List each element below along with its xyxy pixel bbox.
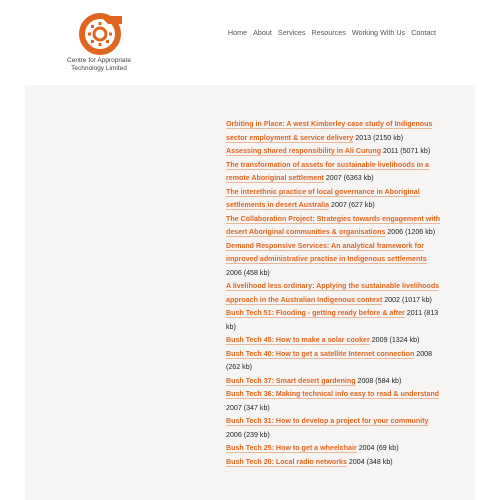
publication-link[interactable]: Bush Tech 31: How to develop a project for your community [226, 417, 429, 425]
publication-meta: 2004 (69 kb) [356, 444, 399, 452]
publication-link[interactable]: Bush Tech 36: Making technical info easy to read & understand [226, 390, 440, 398]
publication-meta: 2011 (813 kb) [226, 309, 439, 331]
nav-working-with-us[interactable]: Working With Us [351, 28, 406, 37]
brand-line-1: Centre for Appropriate [67, 57, 131, 64]
publication-item [226, 456, 441, 470]
publication-item [226, 186, 441, 213]
publication-link[interactable]: Bush Tech 51: Flooding - getting ready before & after [226, 309, 405, 317]
publication-link[interactable]: The interethnic practice of local governance in Aboriginal settlements in desert Australia [226, 187, 420, 209]
publication-item [226, 118, 441, 145]
publication-meta: 2009 (1324 kb) [369, 336, 420, 344]
publication-list [226, 118, 441, 469]
publication-meta: 2006 (1206 kb) [385, 228, 436, 236]
publication-link[interactable]: The transformation of assets for sustainable livelihoods in a remote Aboriginal settlement [226, 160, 430, 182]
publication-item [226, 213, 441, 240]
main-nav [228, 27, 436, 38]
nav-contact[interactable]: Contact [411, 28, 436, 37]
publication-item [226, 334, 441, 348]
publication-link[interactable]: Bush Tech 25: How to get a wheelchair [226, 444, 357, 452]
publication-link[interactable]: Bush Tech 45: How to make a solar cooker [226, 336, 370, 344]
publication-meta: 2008 (584 kb) [355, 376, 402, 385]
publication-link[interactable]: Bush Tech 37: Smart desert gardening [226, 376, 356, 385]
publication-item [226, 240, 441, 281]
publication-meta: 2007 (627 kb) [329, 201, 375, 209]
publication-item [226, 375, 441, 389]
publication-link[interactable]: The Collaboration Project: Strategies towards engagement with desert Aboriginal communities & organisations [226, 214, 441, 236]
nav-about[interactable]: About [253, 28, 272, 37]
publication-meta: 2006 (458 kb) [226, 268, 270, 277]
publication-meta: 2006 (239 kb) [226, 430, 270, 439]
publication-meta: 2004 (348 kb) [346, 457, 393, 466]
publication-meta: 2013 (2150 kb) [353, 133, 404, 142]
publication-link[interactable]: Bush Tech 40: How to get a satellite Internet connection [226, 349, 415, 358]
cat-logo-icon[interactable] [78, 12, 128, 56]
publication-link[interactable]: A livelihood less ordinary: Applying the sustainable livelihoods approach in the Australian Indigenous context [226, 282, 440, 304]
publication-item [226, 415, 441, 442]
nav-resources[interactable]: Resources [311, 28, 346, 37]
site-header [0, 0, 500, 85]
publication-meta: 2011 (5071 kb) [381, 147, 431, 155]
publication-link[interactable]: Assessing shared responsibility in Ali Curung [226, 147, 382, 155]
publication-item [226, 159, 441, 186]
publication-item [226, 145, 441, 159]
publication-item [226, 307, 441, 334]
publication-meta: 2008 (262 kb) [226, 349, 433, 371]
publication-item [226, 348, 441, 375]
brand-line-2: Technology Limited [71, 64, 127, 72]
publication-item [226, 388, 441, 415]
nav-services[interactable]: Services [277, 28, 306, 37]
publication-link[interactable]: Demand Responsive Services: An analytical framework for improved administrative practise in Indigenous settlements [226, 241, 427, 263]
publication-meta: 2007 (347 kb) [226, 403, 270, 412]
publication-item [226, 442, 441, 456]
publication-link[interactable]: Bush Tech 20: Local radio networks [226, 457, 347, 466]
publication-meta: 2002 (1017 kb) [382, 295, 432, 304]
brand-name [58, 57, 140, 72]
publication-meta: 2007 (6363 kb) [323, 174, 374, 182]
publication-item [226, 280, 441, 307]
publication-link[interactable]: Orbiting in Place: A west Kimberley case study of Indigenous sector employment & service delivery [226, 120, 433, 142]
nav-home[interactable]: Home [227, 28, 248, 37]
